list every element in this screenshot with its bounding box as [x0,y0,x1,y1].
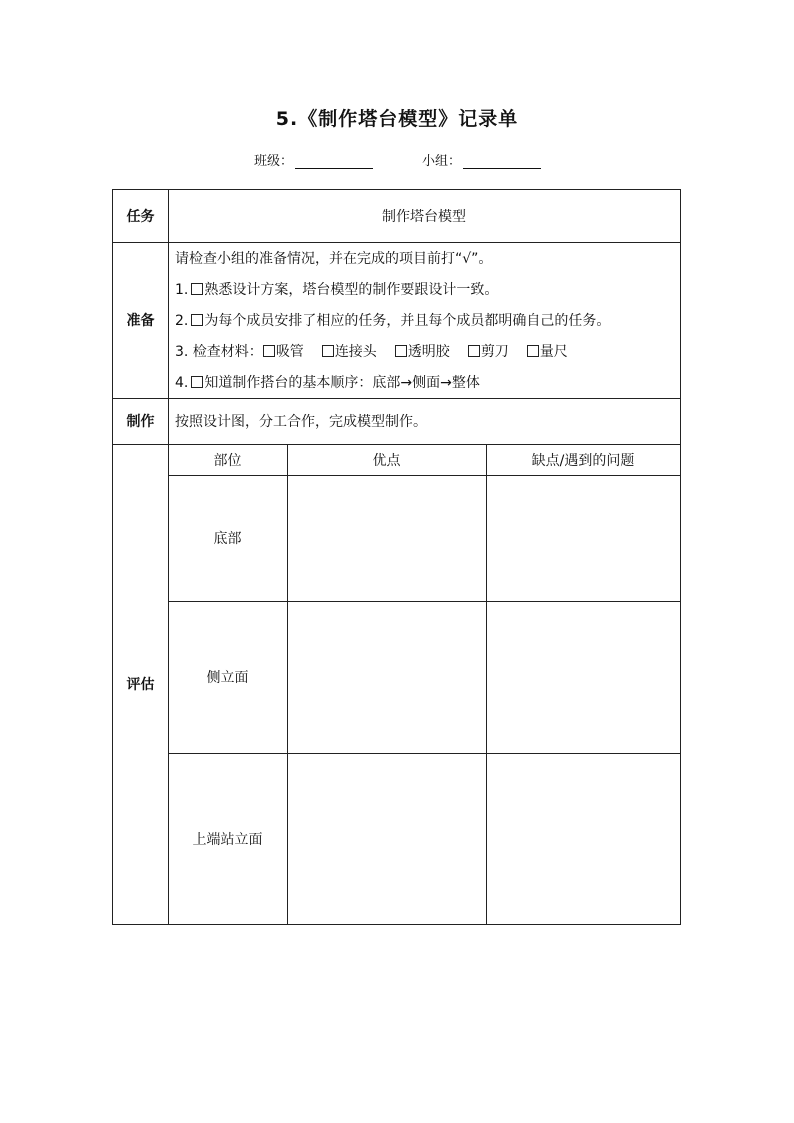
task-value: 制作塔台模型 [382,209,466,225]
material-scissors: 剪刀 [480,344,509,360]
group-label: 小组： [422,154,462,169]
preparation-label: 准备 [126,313,155,329]
prep-item-3-prefix: 3. 检查材料： [175,344,263,360]
eval-header-problems: 缺点/遇到的问题 [531,452,635,469]
eval-bottom-advantages-cell[interactable] [287,475,486,601]
class-field [254,150,373,169]
checkbox-icon[interactable] [527,345,539,357]
prep-item-2-text: 为每个成员安排了相应的任务，并且每个成员都明确自己的任务。 [204,313,611,329]
class-label: 班级： [254,154,294,169]
prep-item-1-number: 1. [175,282,189,298]
eval-row-side: 侧立面 [206,670,249,686]
checkbox-icon[interactable] [395,345,407,357]
eval-top-advantages-cell[interactable] [287,753,486,924]
material-ruler: 量尺 [539,344,568,360]
task-label: 任务 [126,209,155,225]
prep-item-3 [175,341,568,361]
eval-side-problems-cell[interactable] [486,601,680,753]
prep-item-2 [175,310,610,330]
prep-item-4-number: 4. [175,375,189,391]
making-label: 制作 [126,414,155,430]
checkbox-icon[interactable] [191,314,203,326]
group-field [422,150,541,169]
group-blank[interactable] [463,154,541,169]
eval-top-problems-cell[interactable] [486,753,680,924]
making-value: 按照设计图，分工合作，完成模型制作。 [175,414,427,430]
evaluation-label: 评估 [126,677,155,693]
material-tape: 透明胶 [407,344,450,360]
prep-item-2-number: 2. [175,313,189,329]
eval-header-part: 部位 [213,452,242,469]
checkbox-icon[interactable] [322,345,334,357]
record-table [112,189,681,925]
checkbox-icon[interactable] [263,345,275,357]
eval-row-top: 上端站立面 [192,831,263,848]
class-blank[interactable] [295,154,373,169]
preparation-intro: 请检查小组的准备情况，并在完成的项目前打“√”。 [175,251,493,267]
eval-side-advantages-cell[interactable] [287,601,486,753]
prep-item-1-text: 熟悉设计方案，塔台模型的制作要跟设计一致。 [204,282,499,298]
document-title: 5.《制作塔台模型》记录单 [275,108,519,130]
eval-row-bottom: 底部 [213,531,242,547]
material-straw: 吸管 [275,344,304,360]
eval-header-advantages: 优点 [372,452,401,469]
eval-bottom-problems-cell[interactable] [486,475,680,601]
prep-item-4-text: 知道制作搭台的基本顺序：底部→侧面→整体 [204,375,480,391]
prep-item-4 [175,372,480,392]
material-connector: 连接头 [334,344,377,360]
checkbox-icon[interactable] [191,376,203,388]
checkbox-icon[interactable] [191,283,203,295]
checkbox-icon[interactable] [468,345,480,357]
prep-item-1 [175,279,498,299]
